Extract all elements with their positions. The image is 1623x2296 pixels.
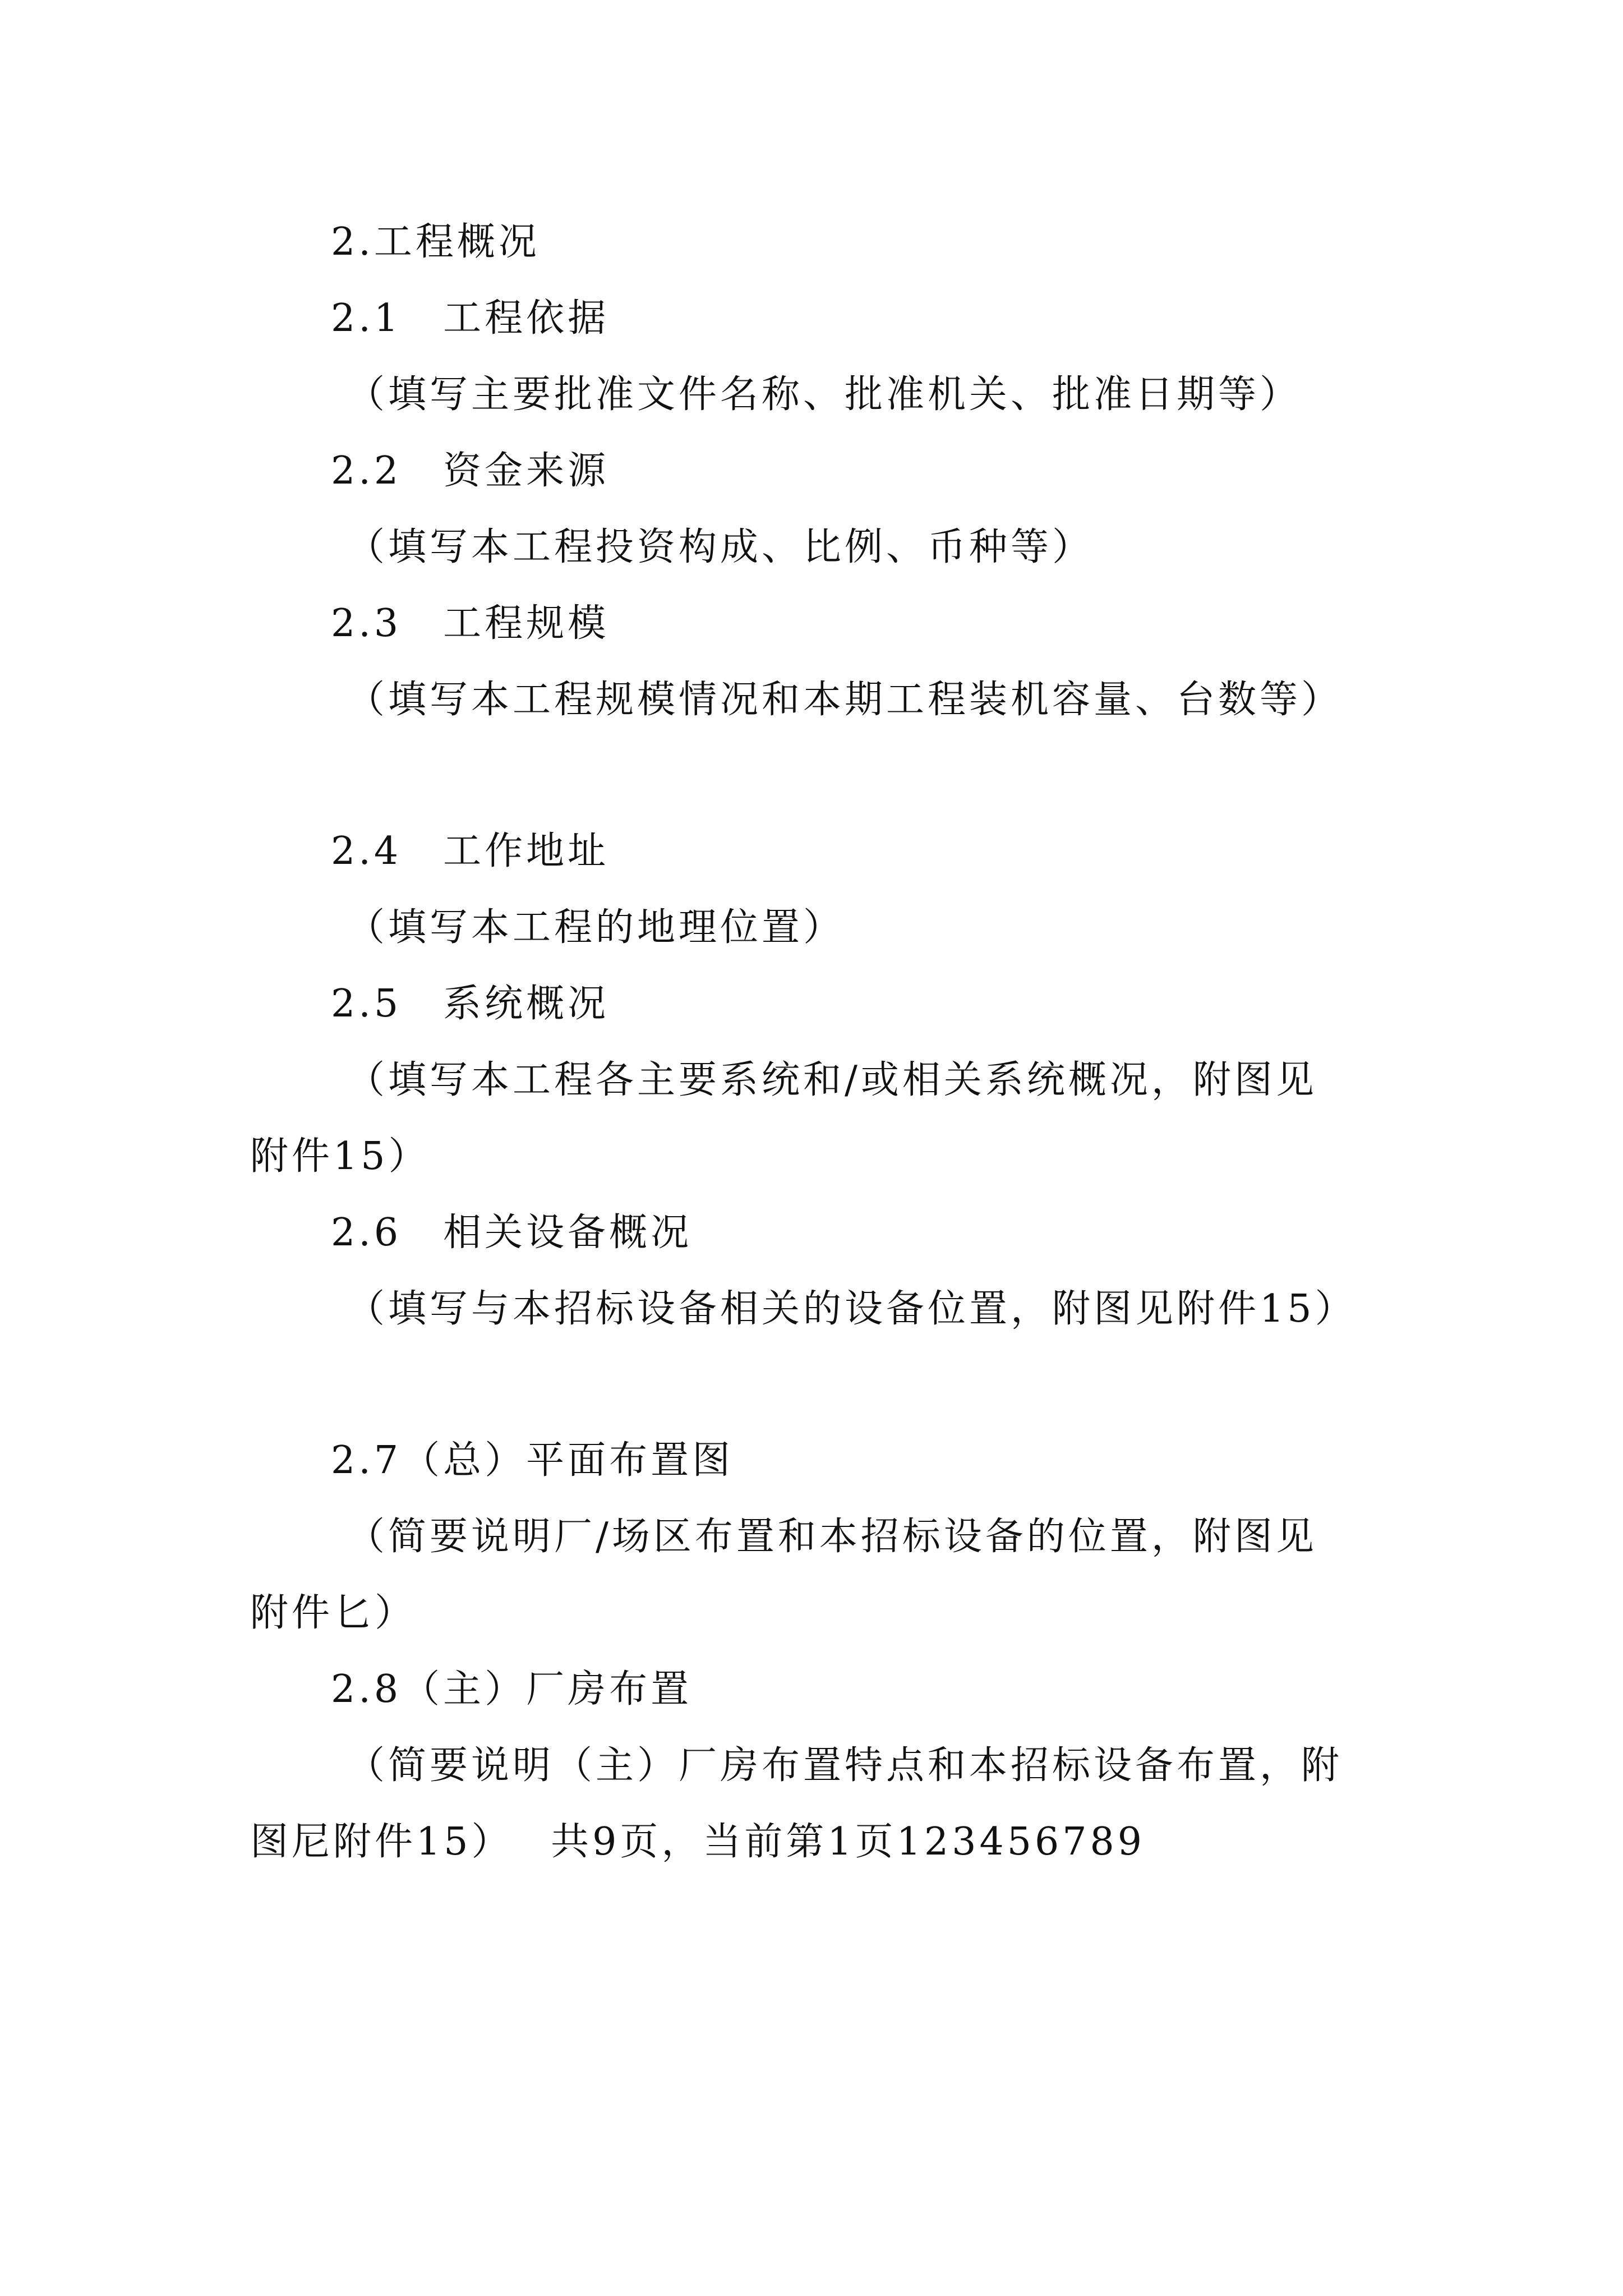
section-2-5-note: （填写本工程各主要系统和/或相关系统概况，附图见 xyxy=(347,1058,1317,1102)
section-2-1-title: 2.1 工程依据 xyxy=(331,296,610,341)
section-2-8-note: （简要说明（主）厂房布置特点和本招标设备布置，附 xyxy=(347,1743,1343,1788)
section-2-5-title: 2.5 系统概况 xyxy=(331,982,610,1026)
section-2-7-title: 2.7（总）平面布置图 xyxy=(331,1438,734,1483)
section-2-7-note: （简要说明厂/场区布置和本招标设备的位置，附图见 xyxy=(347,1515,1317,1559)
section-2-6-note: （填写与本招标设备相关的设备位置，附图见附件15） xyxy=(347,1287,1357,1331)
section-2-3-note: （填写本工程规模情况和本期工程装机容量、台数等） xyxy=(347,678,1343,722)
section-2-7-note-cont: 附件匕） xyxy=(250,1591,417,1635)
section-2-5-note-cont: 附件15） xyxy=(250,1134,430,1179)
section-2-8-title: 2.8（主）厂房布置 xyxy=(331,1667,693,1711)
section-2-3-title: 2.3 工程规模 xyxy=(331,601,610,646)
section-2-4-title: 2.4 工作地址 xyxy=(331,829,610,873)
section-2-8-note-cont: 图尼附件15） 共9页，当前第1页123456789 xyxy=(250,1820,1146,1864)
section-2-2-title: 2.2 资金来源 xyxy=(331,449,610,493)
section-2-4-note: （填写本工程的地理位置） xyxy=(347,905,845,950)
section-2-6-title: 2.6 相关设备概况 xyxy=(331,1211,693,1255)
section-2-1-note: （填写主要批准文件名称、批准机关、批准日期等） xyxy=(347,372,1302,417)
section-heading: 2.工程概况 xyxy=(331,220,540,264)
section-2-2-note: （填写本工程投资构成、比例、币种等） xyxy=(347,525,1094,569)
